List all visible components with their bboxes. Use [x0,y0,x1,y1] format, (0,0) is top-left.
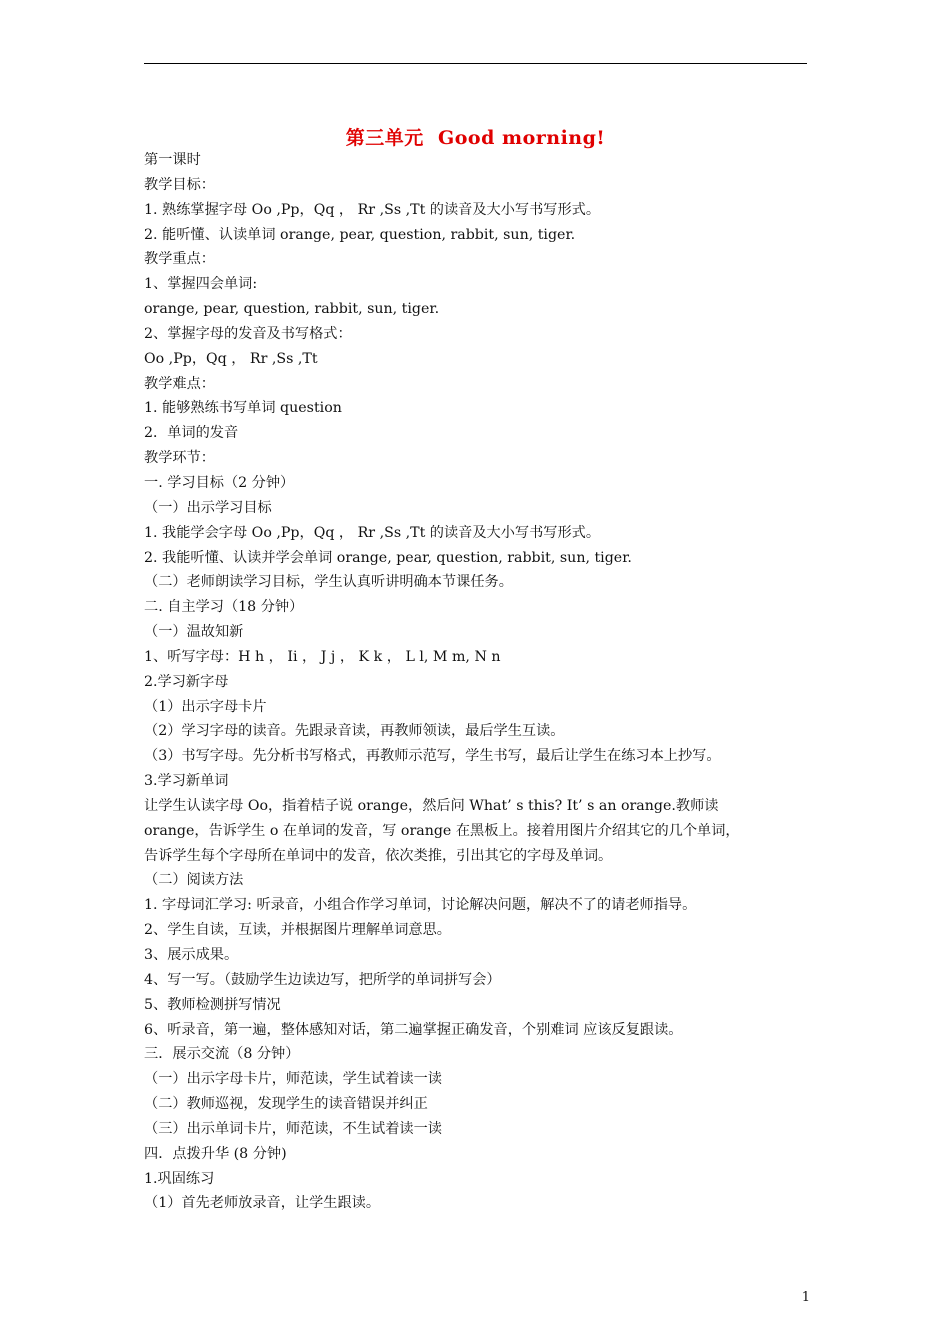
text-line: 2．单词的发音 [144,425,239,442]
text-line: 1. 能够熟练书写单词 question [144,400,342,417]
text-line: 3、展示成果。 [144,947,239,963]
text-line: 1. 我能学会字母 Oo ,Pp，Qq ， Rr ,Ss ,Tt 的读音及大小写书写形式。 [144,524,601,541]
document-body [144,148,814,1216]
page-number: 1 [801,1290,810,1305]
text-line: 6、听录音，第一遍，整体感知对话，第二遍掌握正确发音，个别难词 应该反复跟读。 [144,1021,683,1038]
text-line: （二）老师朗读学习目标，学生认真听讲明确本节课任务。 [144,574,513,591]
text-line: 3.学习新单词 [144,773,229,790]
text-line: 1、听写字母：H h ， Ii ， J j ， K k ， L l, M m, N n [144,648,501,665]
header-rule [144,63,807,64]
text-line: 1、掌握四会单词: [144,276,258,293]
text-line: （一）出示字母卡片，师范读，学生试着读一读 [144,1071,442,1088]
text-line: 让学生认读字母 Oo，指着桔子说 orange，然后问 What’ s this? It’ s an orange.教师读 [144,797,719,814]
text-line: 三．展示交流（8 分钟） [144,1046,300,1063]
text-line: 教学重点： [144,251,215,268]
text-line: Oo ,Pp，Qq ， Rr ,Ss ,Tt [144,350,318,367]
text-line: 二. 自主学习（18 分钟） [144,599,304,616]
text-line: （二）教师巡视，发现学生的读音错误并纠正 [144,1096,428,1113]
text-line: 2.学习新字母 [144,673,229,690]
text-line: 一. 学习目标（2 分钟） [144,474,295,491]
text-line: （3）书写字母。先分析书写格式，再教师示范写，学生书写，最后让学生在练习本上抄写。 [144,748,721,765]
text-line: （一）出示学习目标 [144,499,272,516]
text-line: （二）阅读方法 [144,872,244,889]
text-line: 教学环节： [144,450,215,467]
text-line: 第一课时 [144,152,201,168]
text-line: 1. 字母词汇学习: 听录音，小组合作学习单词，讨论解决问题，解决不了的请老师指导。 [144,897,697,914]
text-line: 2. 能听懂、认读单词 orange, pear, question, rabbit, sun, tiger. [144,226,576,243]
page-title: 第三单元 Good morning! [345,127,606,149]
text-line: 2. 我能听懂、认读并学会单词 orange, pear, question, rabbit, sun, tiger. [144,549,632,566]
text-line: 四．点拨升华 (8 分钟) [144,1145,287,1162]
text-line: （1）首先老师放录音，让学生跟读。 [144,1195,381,1212]
text-line: 4、写一写。（鼓励学生边读边写，把所学的单词拼写会） [144,971,501,988]
text-line: orange，告诉学生 o 在单词的发音，写 orange 在黑板上。接着用图片介绍其它的几个单词， [144,822,740,839]
text-line: （1）出示字母卡片 [144,698,267,715]
text-line: 5、教师检测拼写情况 [144,996,281,1013]
text-line: 1. 熟练掌握字母 Oo ,Pp，Qq ， Rr ,Ss ,Tt 的读音及大小写书写形式。 [144,201,601,218]
text-line: （一）温故知新 [144,624,244,641]
text-line: （三）出示单词卡片，师范读，不生试着读一读 [144,1120,442,1137]
text-line: 告诉学生每个字母所在单词中的发音，依次类推，引出其它的字母及单词。 [144,847,613,864]
text-line: 教学难点： [144,375,215,392]
text-line: 教学目标： [144,176,215,193]
text-line: 1.巩固练习 [144,1170,215,1187]
text-line: 2、掌握字母的发音及书写格式： [144,325,352,342]
text-line: 2、学生自读，互读，并根据图片理解单词意思。 [144,922,451,939]
text-line: （2）学习字母的读音。先跟录音读，再教师领读，最后学生互读。 [144,723,565,740]
text-line: orange, pear, question, rabbit, sun, tiger. [144,301,440,318]
